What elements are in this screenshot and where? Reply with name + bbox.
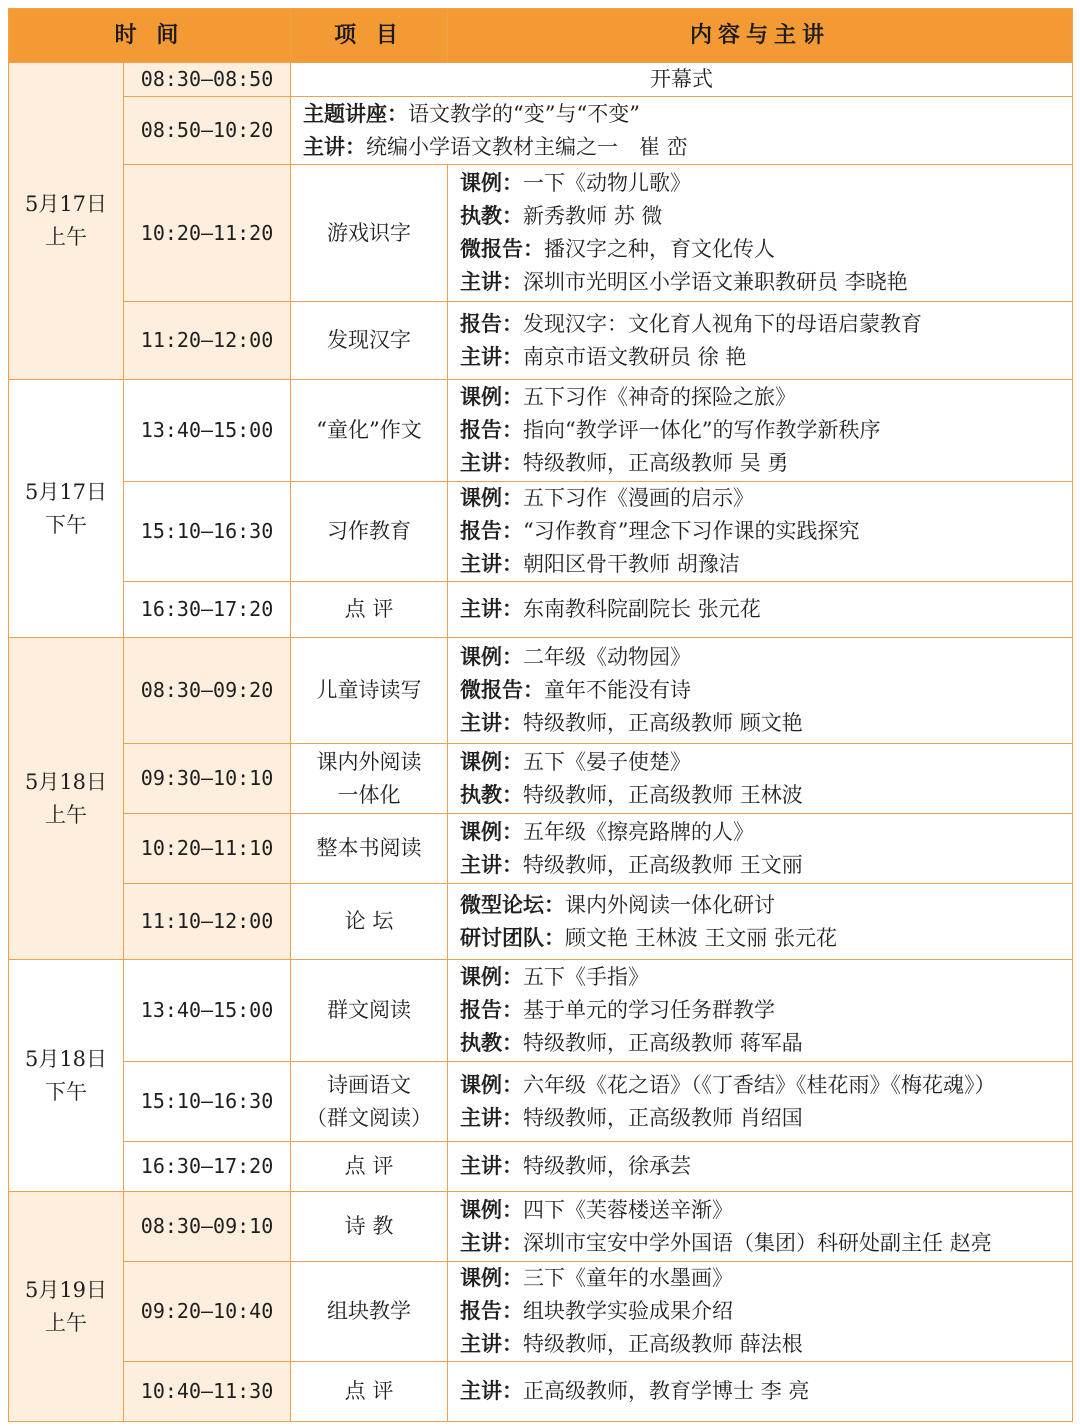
session-time: 10:20—11:20 [124,165,291,302]
content-line [460,1262,1072,1295]
session-project [291,744,448,814]
project-line: 发现汉字 [327,328,412,352]
line-text: 特级教师，正高级教师 王文丽 [523,852,803,877]
line-label: 课例： [460,385,524,409]
line-label: 微型论坛： [460,892,566,917]
line-text: 基于单元的学习任务群教学 [523,998,776,1022]
table-row [9,582,1073,638]
session-time: 08:30—09:10 [124,1192,291,1262]
session-project [291,1142,448,1192]
line-label: 课例： [460,645,524,669]
line-label: 课例： [460,965,524,989]
content-line [460,746,1072,779]
line-label: 微报告： [460,678,545,702]
line-label: 微报告： [460,237,545,261]
line-text: 五年级《擦亮路牌的人》 [523,819,755,844]
session-content [448,380,1073,482]
content-line [460,1295,1072,1328]
table-row [9,960,1073,1062]
content-line [460,1027,1072,1060]
project-line: 点 评 [344,1154,394,1178]
project-line: 游戏识字 [327,220,412,245]
day-cell [9,638,124,960]
session-content [448,638,1073,744]
session-content [291,97,1073,165]
content-line [460,961,1072,994]
content-line [460,1069,1072,1102]
line-text: 三下《童年的水墨画》 [523,1266,734,1290]
line-label: 主讲： [460,1105,524,1130]
content-line [460,849,1072,882]
session-project [291,302,448,380]
content-line [460,1328,1072,1361]
line-label: 课例： [460,819,524,844]
line-label: 课例： [460,171,524,195]
content-line [460,922,1072,955]
session-content [448,302,1073,380]
line-label: 主讲： [460,1379,524,1403]
line-text: 特级教师，正高级教师 吴 勇 [523,451,789,475]
day-date: 5月18日 [24,769,108,794]
line-label: 主题讲座： [303,101,409,126]
session-project [291,165,448,302]
table-row [9,638,1073,744]
session-time: 16:30—17:20 [124,582,291,638]
line-text: 发现汉字：文化育人视角下的母语启蒙教育 [523,311,923,336]
day-cell [9,1192,124,1422]
line-text: 特级教师，正高级教师 蒋军晶 [523,1031,803,1055]
session-time: 11:10—12:00 [124,884,291,960]
table-row [9,1192,1073,1262]
session-time: 08:50—10:20 [124,97,291,165]
session-content [448,1142,1073,1192]
line-label: 主讲： [460,344,524,369]
content-line [460,308,1072,341]
header-project: 项 目 [291,9,448,63]
line-text: 语文教学的“变”与“不变” [408,101,640,126]
line-text: 特级教师，徐承芸 [523,1154,692,1178]
line-label: 执教： [460,204,524,228]
table-row [9,1142,1073,1192]
session-time: 13:40—15:00 [124,960,291,1062]
line-text: 特级教师，正高级教师 顾文艳 [523,711,803,735]
line-label: 主讲： [460,852,524,877]
day-period: 下午 [45,1079,87,1104]
project-line: 整本书阅读 [316,836,422,860]
day-date: 5月17日 [24,479,108,504]
session-content [448,814,1073,884]
table-row [9,884,1073,960]
line-text: 六年级《花之语》（《丁香结》《桂花雨》《梅花魂》） [523,1072,996,1097]
line-text: 五下《手指》 [523,965,650,989]
table-row [9,482,1073,582]
schedule-table [8,8,1073,1422]
line-text: 深圳市宝安中学外国语（集团）科研处副主任 赵亮 [523,1230,992,1255]
session-project [291,814,448,884]
session-content [448,1362,1073,1422]
content-line [460,641,1072,674]
table-row [9,744,1073,814]
content-line [460,707,1072,740]
content-line [460,200,1072,233]
day-date: 5月19日 [24,1277,108,1302]
session-content [448,960,1073,1062]
line-label: 主讲： [460,552,524,576]
project-line: 论 坛 [344,909,394,933]
content-line [460,266,1072,299]
project-line: 诗画语文 [327,1072,412,1097]
session-time: 10:20—11:10 [124,814,291,884]
line-label: 主讲： [460,1332,524,1356]
table-row [9,97,1073,165]
table-row [9,302,1073,380]
line-label: 主讲： [460,597,524,621]
session-project [291,638,448,744]
day-period: 上午 [45,1310,87,1335]
header-time: 时 间 [9,9,291,63]
line-label: 报告： [460,418,524,442]
content-line [460,482,1072,515]
table-row [9,380,1073,482]
line-label: 主讲： [460,711,524,735]
session-time: 16:30—17:20 [124,1142,291,1192]
content-line [460,674,1072,707]
content-line [303,98,1072,131]
content-line [460,1194,1072,1227]
content-line [460,447,1072,480]
line-text: 顾文艳 王林波 王文丽 张元花 [565,925,838,950]
session-project [291,960,448,1062]
content-line [460,779,1072,812]
line-label: 报告： [460,311,524,336]
day-period: 下午 [45,512,87,537]
line-text: 童年不能没有诗 [544,678,692,702]
content-line [460,1150,1072,1183]
line-label: 报告： [460,1299,524,1323]
header-row [9,9,1073,63]
content-line [460,1375,1072,1408]
line-text: 五下习作《神奇的探险之旅》 [523,385,797,409]
content-line [460,381,1072,414]
line-label: 主讲： [460,1230,524,1255]
line-label: 主讲： [460,270,524,294]
line-text: 指向“教学评一体化”的写作教学新秩序 [523,418,881,442]
day-cell [9,380,124,638]
content-line [460,515,1072,548]
project-line: 点 评 [344,1379,394,1403]
project-line: 课内外阅读 [316,749,422,774]
line-text: 南京市语文教研员 徐 艳 [523,344,747,369]
line-label: 执教： [460,1031,524,1055]
line-text: 播汉字之种，育文化传人 [544,237,776,261]
project-line: 习作教育 [327,519,412,543]
session-project [291,1062,448,1142]
line-text: 组块教学实验成果介绍 [523,1299,734,1323]
day-period: 上午 [45,225,87,249]
day-date: 5月18日 [24,1046,108,1071]
session-content [448,1062,1073,1142]
session-project [291,1262,448,1362]
table-row [9,814,1073,884]
table-row [9,63,1073,97]
line-text: 朝阳区骨干教师 胡豫洁 [523,552,740,576]
session-time: 13:40—15:00 [124,380,291,482]
content-line [460,548,1072,581]
session-project [291,482,448,582]
session-project [291,582,448,638]
project-line: “童化”作文 [316,418,422,442]
project-line: 组块教学 [327,1299,412,1323]
line-text: 深圳市光明区小学语文兼职教研员 李晓艳 [523,270,908,294]
session-content [448,165,1073,302]
line-text: 新秀教师 苏 微 [523,204,663,228]
line-text: 特级教师，正高级教师 薛法根 [523,1332,803,1356]
project-line: 儿童诗读写 [316,678,422,702]
session-content [448,482,1073,582]
line-text: 课内外阅读一体化研讨 [565,892,776,917]
line-label: 课例： [460,486,524,510]
session-project [291,1362,448,1422]
project-line: 诗 教 [344,1214,394,1238]
table-row [9,165,1073,302]
line-label: 执教： [460,782,524,807]
line-label: 课例： [460,1197,524,1222]
line-text: 东南教科院副院长 张元花 [523,597,761,621]
line-label: 主讲： [460,451,524,475]
table-row [9,1262,1073,1362]
line-text: 正高级教师，教育学博士 李 亮 [523,1379,810,1403]
session-time: 10:40—11:30 [124,1362,291,1422]
content-line [460,816,1072,849]
project-line: 群文阅读 [327,998,412,1022]
content-line [460,167,1072,200]
session-project [291,380,448,482]
project-line: （群文阅读） [306,1105,433,1130]
line-text: 特级教师，正高级教师 王林波 [523,782,803,807]
line-text: 四下《芙蓉楼送辛渐》 [523,1197,734,1222]
line-text: 五下《晏子使楚》 [523,749,692,774]
session-time: 08:30—08:50 [124,63,291,97]
content-line [460,414,1072,447]
session-time: 08:30—09:20 [124,638,291,744]
line-label: 研讨团队： [460,925,566,950]
session-time: 09:30—10:10 [124,744,291,814]
session-time: 09:20—10:40 [124,1262,291,1362]
day-date: 5月17日 [24,192,108,216]
day-cell [9,960,124,1192]
line-label: 课例： [460,1072,524,1097]
session-content [448,744,1073,814]
line-text: 特级教师，正高级教师 肖绍国 [523,1105,803,1130]
line-label: 课例： [460,1266,524,1290]
session-content [448,582,1073,638]
line-text: 五下习作《漫画的启示》 [523,486,755,510]
line-text: 二年级《动物园》 [523,645,692,669]
opening-ceremony: 开幕式 [291,63,1073,97]
day-period: 上午 [45,802,87,827]
content-line [460,889,1072,922]
line-label: 课例： [460,749,524,774]
content-line [460,233,1072,266]
content-line [460,341,1072,374]
line-text: 统编小学语文教材主编之一 崔 峦 [366,134,688,159]
project-line: 点 评 [344,597,394,621]
content-line [460,1102,1072,1135]
project-line: 一体化 [337,782,401,807]
line-text: “习作教育”理念下习作课的实践探究 [523,519,860,543]
line-label: 主讲： [303,134,367,159]
content-line [303,131,1072,164]
line-label: 报告： [460,519,524,543]
session-time: 11:20—12:00 [124,302,291,380]
session-content [448,1262,1073,1362]
content-line [460,1227,1072,1260]
table-row [9,1062,1073,1142]
table-row [9,1362,1073,1422]
session-project [291,1192,448,1262]
header-content: 内容与主讲 [448,9,1073,63]
session-time: 15:10—16:30 [124,482,291,582]
line-text: 一下《动物儿歌》 [523,171,692,195]
line-label: 主讲： [460,1154,524,1178]
line-label: 报告： [460,998,524,1022]
session-content [448,884,1073,960]
content-line [460,593,1072,626]
session-project [291,884,448,960]
content-line [460,994,1072,1027]
day-cell [9,63,124,380]
session-time: 15:10—16:30 [124,1062,291,1142]
session-content [448,1192,1073,1262]
